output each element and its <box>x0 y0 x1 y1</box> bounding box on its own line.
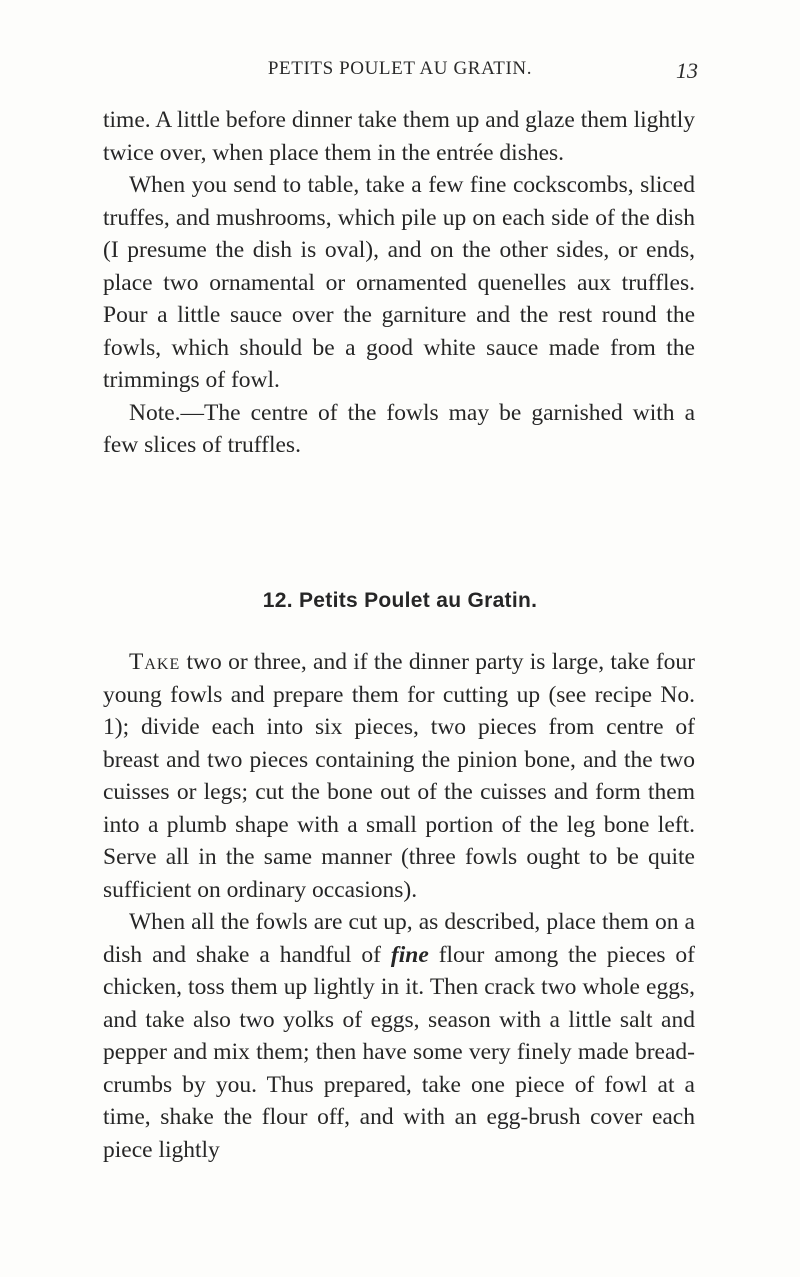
paragraph <box>103 906 695 1166</box>
emphasis: fine <box>390 941 429 968</box>
recipe-text <box>103 646 695 1166</box>
running-title: PETITS POULET AU GRATIN. <box>267 58 533 79</box>
recipe-heading: 12. Petits Poulet au Gratin. <box>262 589 538 612</box>
paragraph <box>103 646 695 906</box>
paragraph-text: flour among the pieces of chicken, toss them up lightly in it. Then crack two whole eggs, and take also two yolks of eggs, season with a little salt and pepper and mix them; then have some very finely made bread-crumbs by you. Thus prepared, take one piece of fowl at a time, shake the flour off, and with an egg-brush cover each piece lightly <box>103 941 696 1163</box>
paragraph: When you send to table, take a few fine cockscombs, sliced truffes, and mushrooms, which pile up on each side of the dish (I presume the dish is oval), and on the other sides, or ends, place two ornamental or ornamented quenelles aux truffles. Pour a little sauce over the garniture and the rest round the fowls, which should be a good white sauce made from the trimmings of fowl. <box>103 172 695 393</box>
note-paragraph: Note.—The centre of the fowls may be garnished with a few slices of truffles. <box>103 399 695 458</box>
continued-text <box>103 104 695 462</box>
running-head <box>0 58 800 88</box>
page-number: 13 <box>676 58 698 83</box>
lead-word: Take <box>129 649 181 675</box>
paragraph-text: When all the fowls are cut up, as described, place them on a dish and shake a handful of <box>103 909 695 968</box>
paragraph: time. A little before dinner take them up and glaze them lightly twice over, when place them in the entrée dishes. <box>103 107 695 166</box>
paragraph-text: two or three, and if the dinner party is large, take four young fowls and prepare them for cutting up (see recipe No. 1); divide each into six pieces, two pieces from centre of breast and two pieces containing the pinion bone, and the two cuisses or legs; cut the bone out of the cuisses and form them into a plumb shape with a small portion of the leg bone left. Serve all in the same manner (three fowls ought to be quite sufficient on ordinary occasions). <box>103 649 695 903</box>
